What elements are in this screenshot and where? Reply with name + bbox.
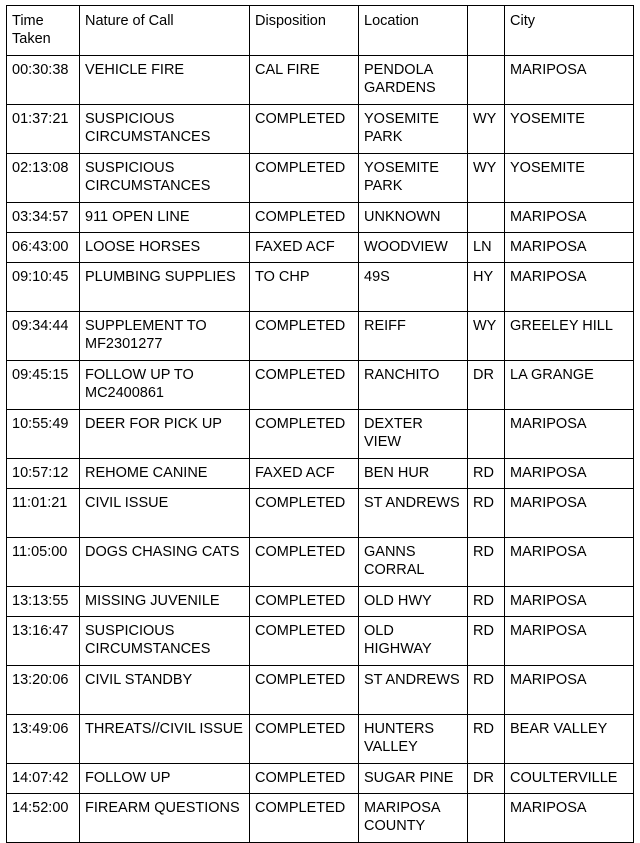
cell-city: MARIPOSA [505,203,634,233]
cell-location: YOSEMITE PARK [359,154,468,203]
cell-nature-of-call: SUSPICIOUS CIRCUMSTANCES [80,154,250,203]
cell-nature-of-call: 911 OPEN LINE [80,203,250,233]
table-row [7,233,634,263]
table-row [7,105,634,154]
cell-disposition: TO CHP [250,263,359,312]
cell-city: GREELEY HILL [505,312,634,361]
cell-disposition: COMPLETED [250,361,359,410]
table-row [7,538,634,587]
cell-street-suffix [468,56,505,105]
cell-time-taken: 11:05:00 [7,538,80,587]
cell-street-suffix: RD [468,587,505,617]
cell-time-taken: 13:20:06 [7,666,80,715]
cell-location: HUNTERS VALLEY [359,715,468,764]
cell-disposition: COMPLETED [250,617,359,666]
cell-nature-of-call: PLUMBING SUPPLIES [80,263,250,312]
cell-time-taken: 14:07:42 [7,764,80,794]
cell-nature-of-call: FOLLOW UP TO MC2400861 [80,361,250,410]
cell-disposition: COMPLETED [250,154,359,203]
cell-time-taken: 03:34:57 [7,203,80,233]
cell-disposition: FAXED ACF [250,233,359,263]
cell-city: YOSEMITE [505,154,634,203]
cell-street-suffix: WY [468,105,505,154]
cell-location: RANCHITO [359,361,468,410]
cell-time-taken: 02:13:08 [7,154,80,203]
cell-street-suffix: WY [468,312,505,361]
table-row [7,617,634,666]
cell-location: MARIPOSA COUNTY [359,794,468,843]
header-row [7,6,634,56]
call-log-table [6,5,634,843]
cell-street-suffix: RD [468,489,505,538]
cell-street-suffix: RD [468,459,505,489]
cell-location: UNKNOWN [359,203,468,233]
cell-location: ST ANDREWS [359,489,468,538]
cell-location: DEXTER VIEW [359,410,468,459]
table-row [7,715,634,764]
cell-street-suffix: WY [468,154,505,203]
header-time-taken: Time Taken [7,6,80,56]
cell-nature-of-call: THREATS//CIVIL ISSUE [80,715,250,764]
cell-location: PENDOLA GARDENS [359,56,468,105]
cell-nature-of-call: VEHICLE FIRE [80,56,250,105]
header-city: City [505,6,634,56]
cell-street-suffix [468,794,505,843]
table-body [7,56,634,843]
table-row [7,764,634,794]
cell-city: MARIPOSA [505,617,634,666]
header-street-suffix [468,6,505,56]
cell-time-taken: 14:52:00 [7,794,80,843]
cell-location: SUGAR PINE [359,764,468,794]
cell-location: REIFF [359,312,468,361]
cell-nature-of-call: DOGS CHASING CATS [80,538,250,587]
cell-time-taken: 13:49:06 [7,715,80,764]
cell-city: MARIPOSA [505,587,634,617]
cell-nature-of-call: LOOSE HORSES [80,233,250,263]
cell-time-taken: 09:10:45 [7,263,80,312]
cell-disposition: COMPLETED [250,715,359,764]
cell-nature-of-call: FIREARM QUESTIONS [80,794,250,843]
cell-time-taken: 13:16:47 [7,617,80,666]
cell-time-taken: 09:34:44 [7,312,80,361]
table-header [7,6,634,56]
cell-street-suffix: RD [468,666,505,715]
cell-time-taken: 11:01:21 [7,489,80,538]
table-row [7,410,634,459]
cell-time-taken: 00:30:38 [7,56,80,105]
cell-disposition: COMPLETED [250,666,359,715]
cell-nature-of-call: SUSPICIOUS CIRCUMSTANCES [80,105,250,154]
cell-city: MARIPOSA [505,459,634,489]
header-disposition: Disposition [250,6,359,56]
cell-disposition: COMPLETED [250,203,359,233]
cell-time-taken: 10:57:12 [7,459,80,489]
cell-nature-of-call: CIVIL STANDBY [80,666,250,715]
cell-disposition: COMPLETED [250,764,359,794]
cell-city: MARIPOSA [505,538,634,587]
cell-city: COULTERVILLE [505,764,634,794]
cell-nature-of-call: SUSPICIOUS CIRCUMSTANCES [80,617,250,666]
cell-location: YOSEMITE PARK [359,105,468,154]
cell-city: MARIPOSA [505,489,634,538]
cell-street-suffix [468,410,505,459]
cell-time-taken: 13:13:55 [7,587,80,617]
cell-city: YOSEMITE [505,105,634,154]
cell-disposition: COMPLETED [250,587,359,617]
cell-nature-of-call: FOLLOW UP [80,764,250,794]
table-row [7,56,634,105]
cell-location: GANNS CORRAL [359,538,468,587]
cell-disposition: COMPLETED [250,312,359,361]
cell-street-suffix: DR [468,361,505,410]
cell-location: WOODVIEW [359,233,468,263]
cell-time-taken: 06:43:00 [7,233,80,263]
cell-disposition: COMPLETED [250,489,359,538]
table-row [7,489,634,538]
cell-disposition: COMPLETED [250,538,359,587]
table-row [7,361,634,410]
cell-street-suffix: DR [468,764,505,794]
cell-nature-of-call: SUPPLEMENT TO MF2301277 [80,312,250,361]
cell-location: OLD HWY [359,587,468,617]
cell-disposition: CAL FIRE [250,56,359,105]
table-row [7,154,634,203]
cell-city: MARIPOSA [505,233,634,263]
cell-city: MARIPOSA [505,263,634,312]
cell-street-suffix: LN [468,233,505,263]
cell-street-suffix: RD [468,538,505,587]
cell-street-suffix: RD [468,617,505,666]
cell-disposition: FAXED ACF [250,459,359,489]
cell-nature-of-call: DEER FOR PICK UP [80,410,250,459]
cell-disposition: COMPLETED [250,794,359,843]
cell-nature-of-call: REHOME CANINE [80,459,250,489]
cell-city: MARIPOSA [505,666,634,715]
cell-city: MARIPOSA [505,410,634,459]
table-row [7,459,634,489]
table-row [7,203,634,233]
cell-street-suffix: RD [468,715,505,764]
table-row [7,587,634,617]
header-location: Location [359,6,468,56]
cell-street-suffix [468,203,505,233]
cell-nature-of-call: MISSING JUVENILE [80,587,250,617]
table-row [7,312,634,361]
cell-location: OLD HIGHWAY [359,617,468,666]
cell-street-suffix: HY [468,263,505,312]
cell-city: BEAR VALLEY [505,715,634,764]
cell-time-taken: 10:55:49 [7,410,80,459]
table-row [7,666,634,715]
cell-time-taken: 01:37:21 [7,105,80,154]
cell-disposition: COMPLETED [250,105,359,154]
table-row [7,794,634,843]
cell-city: MARIPOSA [505,56,634,105]
table-row [7,263,634,312]
cell-location: 49S [359,263,468,312]
cell-time-taken: 09:45:15 [7,361,80,410]
header-nature-of-call: Nature of Call [80,6,250,56]
cell-nature-of-call: CIVIL ISSUE [80,489,250,538]
cell-city: LA GRANGE [505,361,634,410]
cell-location: BEN HUR [359,459,468,489]
cell-location: ST ANDREWS [359,666,468,715]
cell-city: MARIPOSA [505,794,634,843]
cell-disposition: COMPLETED [250,410,359,459]
